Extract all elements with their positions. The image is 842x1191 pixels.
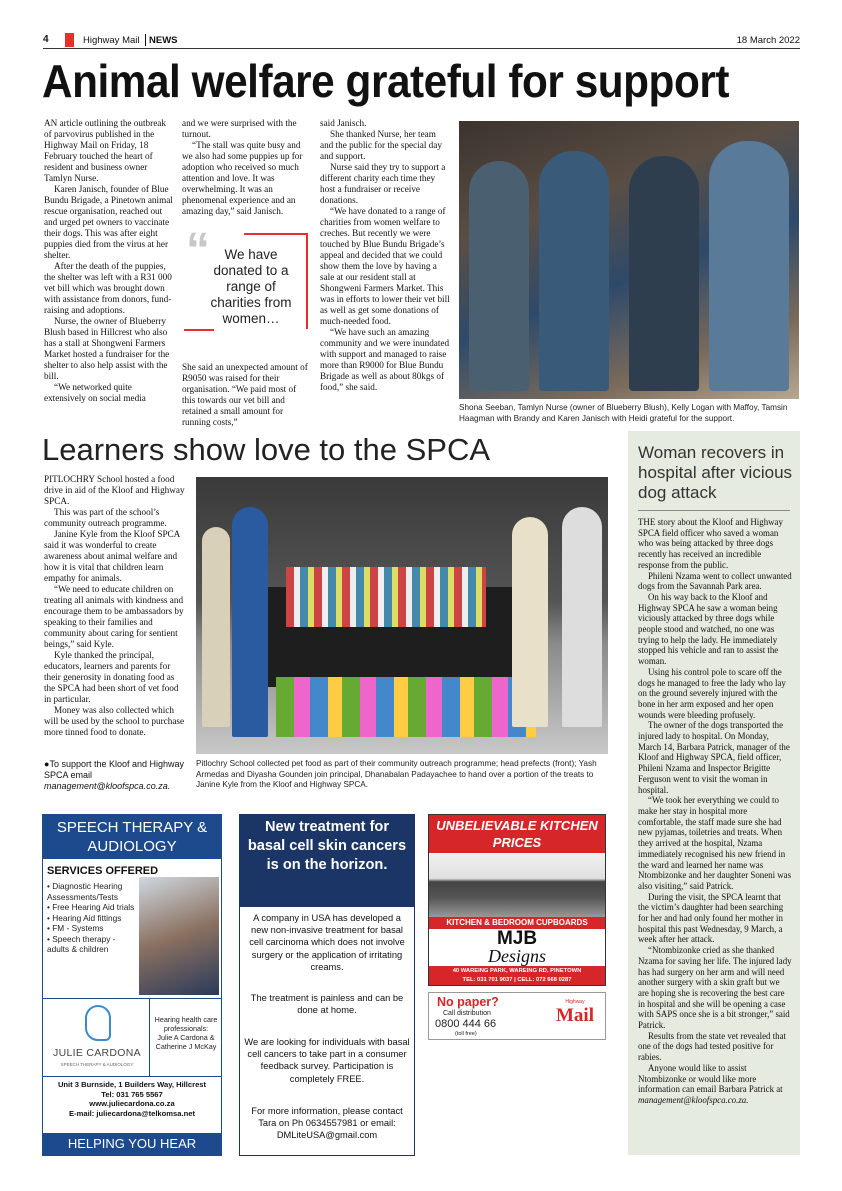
story2-photo xyxy=(196,477,608,754)
ad-speech-therapy xyxy=(42,814,222,1156)
ad3-contact: 40 WAREING PARK, WAREING RD, PINETOWN TEL: 031 701 9037 | CELL: 072 668 0287 xyxy=(429,966,605,985)
story2-col1 xyxy=(44,474,186,738)
photo-figure xyxy=(629,156,699,391)
story2-headline: Learners show love to the SPCA xyxy=(42,432,491,467)
quote-rule-top xyxy=(244,233,308,235)
accent-bar xyxy=(65,33,74,47)
photo-figure xyxy=(232,507,268,737)
ad4-title: No paper? xyxy=(437,995,499,1009)
ad2-p2: The treatment is painless and can be done at home. xyxy=(250,993,404,1016)
story1-p: She thanked Nurse, her team and the public for the special day and support. xyxy=(320,129,442,161)
photo-bags xyxy=(276,677,536,737)
photo-figure xyxy=(709,141,789,391)
story1-p: Nurse, the owner of Blueberry Blush based in Hillcrest who also has a stall at Shongweni Farmers Market hosted a fundraiser for the shelter to also help assist with the bill. xyxy=(44,316,170,381)
ad-no-paper xyxy=(428,992,606,1040)
page-date: 18 March 2022 xyxy=(736,35,800,46)
bullet-icon: ● xyxy=(44,759,50,769)
story3-p: Results from the state vet revealed that one of the dogs had tested positive for rabies. xyxy=(638,1030,787,1063)
ad1-pros: Hearing health care professionals: Julie A Cardona & Catherine J McKay xyxy=(154,1015,218,1051)
ad1-divider xyxy=(43,998,221,999)
service-item: • FM - Systems xyxy=(47,923,104,933)
ad-basal-cell xyxy=(239,814,415,1156)
story2-support: ●To support the Kloof and Highway SPCA email management@kloofspca.co.za. xyxy=(44,759,185,791)
ad1-services xyxy=(47,881,135,955)
ad3-title: UNBELIEVABLE KITCHEN PRICES xyxy=(429,815,605,853)
story1-p: and we were surprised with the turnout. xyxy=(182,118,297,139)
photo-cans xyxy=(286,567,486,627)
story2-p: Janine Kyle from the Kloof SPCA said it was wonderful to create awareness about animal welfare and how it is vital that children learn empathy for animals. xyxy=(44,529,180,583)
ad1-brand: JULIE CARDONA xyxy=(53,1047,141,1059)
story1-p: Karen Janisch, founder of Blue Bundu Brigade, a Pinetown animal rescue organisation, reached out and urged pet owners to vaccinate their dogs. This was after eight puppies died from the virus at her shelter. xyxy=(44,184,173,260)
ear-logo-icon xyxy=(85,1005,111,1041)
service-item: • Hearing Aid fittings xyxy=(47,912,122,923)
story3-p: On his way back to the Kloof and Highway SPCA he saw a woman being viciously attacked by three dogs while people stood and watched, no one was trying to help the lady. He immediately stopped his vehicle and ran to assist the woman. xyxy=(638,591,779,667)
ad3-brand: MJB Designs xyxy=(488,928,546,966)
paper-name: Highway Mail xyxy=(83,35,140,46)
ad2-title: New treatment for basal cell skin cancers is on the horizon. xyxy=(240,815,414,907)
story1-photo xyxy=(459,121,799,399)
story3-p: Phileni Nzama went to collect unwanted dogs from the Savannah Park area. xyxy=(638,570,792,592)
ad1-divider2 xyxy=(43,1076,221,1077)
story1-p: “We have such an amazing community and we were inundated with support and managed to raise more than R9000 for Blue Bundu Brigade as well as about 80kgs of food,” she said. xyxy=(320,327,450,392)
story3-p: Anyone would like to assist Ntombizonke or would like more information can email Barbara Patrick at management@kloofspca.co.za. xyxy=(638,1062,783,1105)
ad1-email[interactable]: E-mail: juliecardona@telkomsa.net xyxy=(69,1108,195,1118)
story3-p: “We took her everything we could to make her stay in hospital more comfortable, the staff made sure she had new pyjamas, toiletries and treats. When they arrived at the hospital, Nzama immediately recognised his new friend in the ward and learned her name was Ntombizonke and her daughter Soneni was also visiting,” said Patrick. xyxy=(638,795,792,891)
ad2-p4: For more information, please contact Tara on Ph 0634557981 or email: DMLiteUSA@gmail.com xyxy=(251,1106,403,1141)
story2-p: “We need to educate children on treating all animals with kindness and encourage them to be ambassadors by speaking to their families and community about caring for sentient beings,” said Kyle. xyxy=(44,584,184,649)
service-item: • Free Hearing Aid trials xyxy=(47,902,135,912)
ad2-p3: We are looking for individuals with basal cell cancers to take part in a consumer feedback survey. Participation is completely FREE. xyxy=(244,1037,410,1084)
quote-rule-right xyxy=(306,233,308,329)
ad4-number: 0800 444 66 xyxy=(435,1018,497,1030)
story1-p: said Janisch. xyxy=(320,118,367,128)
ad1-photo xyxy=(139,877,219,995)
ad1-title: SPEECH THERAPY & AUDIOLOGY xyxy=(43,815,221,859)
story2-caption: Pitlochry School collected pet food as part of their community outreach programme; head prefects (front); Yash Armedas and Diyasha Gounden join principal, Dhanabalan Padayachee to hand over a portion of the treats to Janine Kyle from the Kloof and Highway SPCA. xyxy=(196,759,597,789)
story1-p: “We networked quite extensively on social media xyxy=(44,382,146,403)
ad1-footer: HELPING YOU HEAR xyxy=(43,1133,221,1155)
story3-email[interactable]: management@kloofspca.co.za. xyxy=(638,1094,749,1105)
story1-caption: Shona Seeban, Tamlyn Nurse (owner of Blueberry Blush), Kelly Logan with Maffoy, Tamsin Haagman with Brandy and Karen Janisch with Heidi grateful for the support. xyxy=(459,403,788,423)
page-header xyxy=(43,33,800,49)
story3-p: Using his control pole to scare off the dogs he managed to free the lady who lay on the ground severely injured with the bone in her arm exposed and her open wounds were bleeding profusely. xyxy=(638,666,786,720)
story2-p: Kyle thanked the principal, educators, learners and parents for their generosity in donating food as the SPCA had been short of vet food in particular. xyxy=(44,650,179,704)
ad4-note: (toll free) xyxy=(455,1031,477,1037)
story1-col2a xyxy=(182,118,310,217)
story1-col3 xyxy=(320,118,450,393)
ad4-logo: Highway Mail xyxy=(556,999,594,1026)
story1-col2b xyxy=(182,362,310,428)
story1-headline: Animal welfare grateful for support xyxy=(42,55,729,107)
story3-p: “Ntombizonke cried as she thanked Nzama for saving her life. The injured lady has had surgery on her arm and will need another surgery with a skin graft but we are hoping she is recovering the best care in hospital and she will be opening a case with SAPS once she is a bit stronger,” said Patrick. xyxy=(638,945,792,1031)
photo-figure xyxy=(562,507,602,727)
ad3-photo xyxy=(429,853,605,917)
quote-rule-bottom xyxy=(184,329,214,331)
ad1-divider-v xyxy=(149,998,150,1076)
ad4-sub: Call distribution xyxy=(443,1010,491,1017)
story1-col1 xyxy=(44,118,174,404)
ad3-banner: KITCHEN & BEDROOM CUPBOARDS xyxy=(429,917,605,929)
story1-p: “The stall was quite busy and we also had some puppies up for adoption who received so much attention and love. It was overwhelming. It was an phenomenal experience and an amazing day,” said Janisch. xyxy=(182,140,303,216)
service-item: • Speech therapy - adults & children xyxy=(47,933,116,954)
ad1-services-title: SERVICES OFFERED xyxy=(47,865,159,877)
story3-divider xyxy=(638,510,790,511)
story2-p: Money was also collected which will be used by the school to purchase more tinned food to donate. xyxy=(44,705,185,737)
story1-p: AN article outlining the outbreak of parvovirus published in the Highway Mail on Friday, 18 February touched the heart of resident and business owner Tamlyn Nurse. xyxy=(44,118,166,183)
photo-figure xyxy=(202,527,230,727)
story2-p: This was part of the school’s community outreach programme. xyxy=(44,507,167,528)
section-divider xyxy=(145,34,146,46)
quote-mark-icon: “ xyxy=(186,224,210,277)
service-item: • Diagnostic Hearing Assessments/Tests xyxy=(47,881,123,902)
photo-figure xyxy=(539,151,609,391)
ad-mjb-designs xyxy=(428,814,606,986)
story3-p: The owner of the dogs transported the injured lady to hospital. On Monday, March 14, Barbara Patrick, manager of the Kloof and Highway SPCA, field officer, Phileni Nzama and Inspector Brigitte Ferguson went to visit the woman in hospital. xyxy=(638,720,790,795)
story1-p: “We have donated to a range of charities from women welfare to creches. But recently we were touched by Blue Bundu Brigade’s appeal and decided that we could show them the love by having a sale at our resident stall at Shongweni Farmers Market. This was in efforts to lower their vet bill as well as get some donations of much-needed food. xyxy=(320,206,450,326)
ad1-contact: Unit 3 Burnside, 1 Builders Way, Hillcrest Tel: 031 765 5567 www.juliecardona.co.za E-mail: juliecardona@telkomsa.net xyxy=(45,1080,219,1118)
ad1-brand-sub: SPEECH THERAPY & AUDIOLOGY xyxy=(60,1062,134,1067)
story3-body xyxy=(638,517,792,1106)
story3-panel xyxy=(628,431,800,1155)
photo-figure xyxy=(512,517,548,727)
support-email[interactable]: management@kloofspca.co.za. xyxy=(44,781,171,791)
page-number: 4 xyxy=(43,34,49,45)
ad2-p1: A company in USA has developed a new non-invasive treatment for basal cell carcinoma which does not involve surgery or the application of irritating creams. xyxy=(249,913,405,972)
story1-p: Nurse said they try to support a different charity each time they host a fundraiser or receive donations. xyxy=(320,162,446,205)
story1-p: After the death of the puppies, the shelter was left with a R31 000 vet bill which was brought down with assistance from donors, fund-raising and adoptions. xyxy=(44,261,172,315)
story2-p: PITLOCHRY School hosted a food drive in aid of the Kloof and Highway SPCA. xyxy=(44,474,185,506)
story3-headline: Woman recovers in hospital after vicious dog attack xyxy=(638,443,793,502)
section-name: NEWS xyxy=(149,35,178,46)
pull-quote xyxy=(184,224,310,345)
story3-p: THE story about the Kloof and Highway SPCA field officer who saved a woman who was being attacked by three dogs recently has received an incredible response from the public. xyxy=(638,517,783,570)
photo-figure xyxy=(469,161,529,391)
pull-quote-text: We have donated to a range of charities from women… xyxy=(210,247,292,326)
story1-p: She said an unexpected amount of R9050 was raised for their organisation. “We paid most of this towards our vet bill and retained a small amount for running costs,” xyxy=(182,362,308,427)
ad1-web[interactable]: www.juliecardona.co.za xyxy=(89,1099,175,1109)
story3-p: During the visit, the SPCA learnt that the victim’s daughter had been searching for her and had only found her mother in hospital this past Wednesday, 9 March, a week after her attack. xyxy=(638,891,784,945)
